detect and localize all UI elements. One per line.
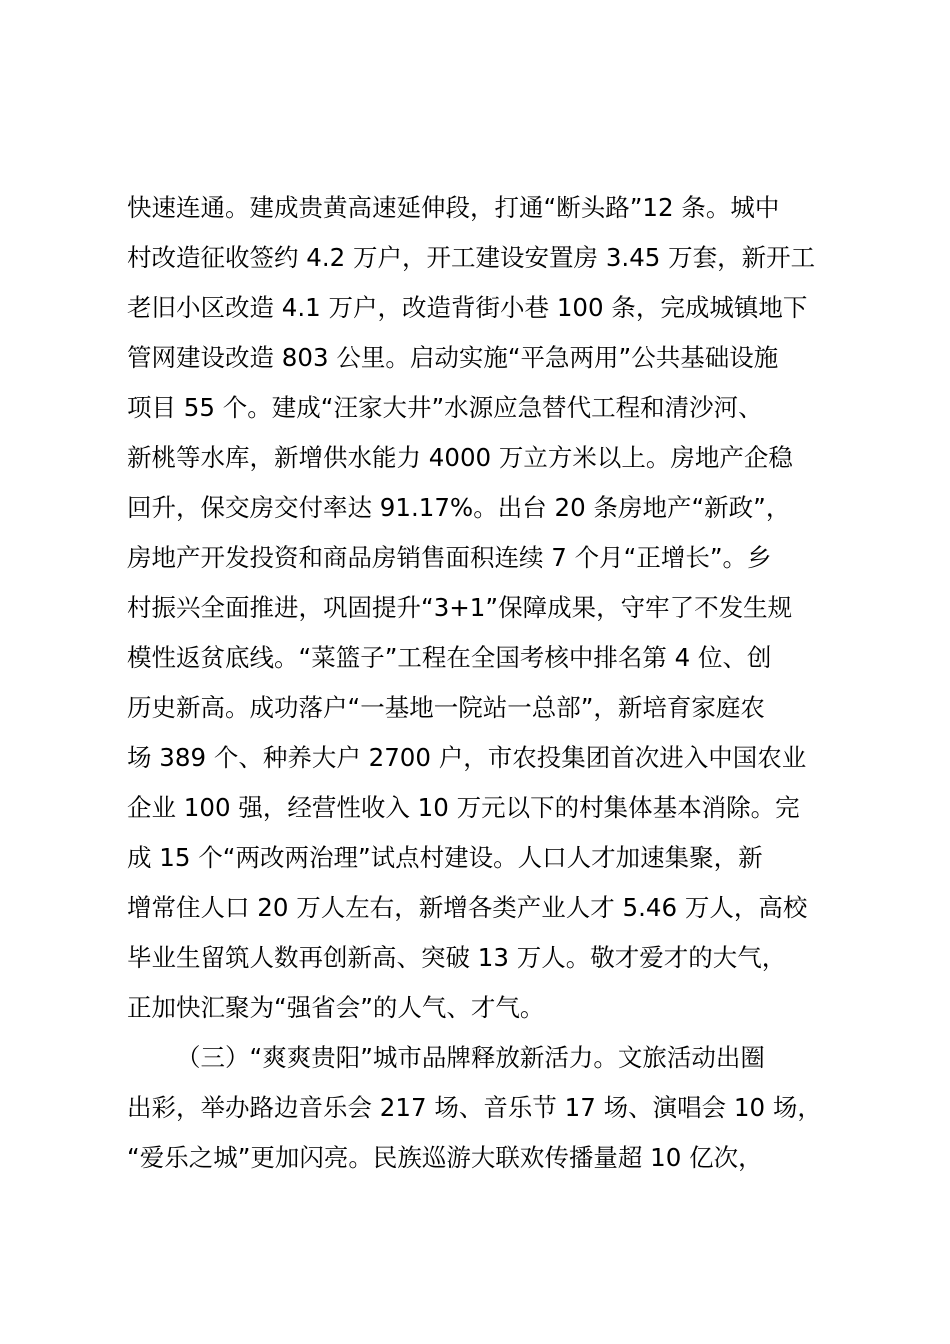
text-line: 村振兴全面推进，巩固提升“3+1”保障成果，守牢了不发生规 bbox=[127, 593, 793, 622]
body-text bbox=[127, 183, 867, 1183]
text-line: 老旧小区改造 4.1 万户，改造背街小巷 100 条，完成城镇地下 bbox=[127, 293, 808, 322]
text-line: 快速连通。建成贵黄高速延伸段，打通“断头路”12 条。城中 bbox=[127, 193, 780, 222]
text-line: 村改造征收签约 4.2 万户，开工建设安置房 3.45 万套，新开工 bbox=[127, 243, 816, 272]
text-line: 正加快汇聚为“强省会”的人气、才气。 bbox=[127, 993, 545, 1022]
text-line: 回升，保交房交付率达 91.17%。出台 20 条房地产“新政”， bbox=[127, 493, 791, 522]
text-line: 项目 55 个。建成“汪家大井”水源应急替代工程和清沙河、 bbox=[127, 393, 763, 422]
text-line: 场 389 个、种养大户 2700 户，市农投集团首次进入中国农业 bbox=[127, 743, 807, 772]
text-line: 房地产开发投资和商品房销售面积连续 7 个月“正增长”。乡 bbox=[127, 543, 772, 572]
text-line: 增常住人口 20 万人左右，新增各类产业人才 5.46 万人，高校 bbox=[127, 893, 808, 922]
text-line: 出彩，举办路边音乐会 217 场、音乐节 17 场、演唱会 10 场， bbox=[127, 1093, 822, 1122]
text-line: 新桃等水库，新增供水能力 4000 万立方米以上。房地产企稳 bbox=[127, 443, 793, 472]
text-line: 管网建设改造 803 公里。启动实施“平急两用”公共基础设施 bbox=[127, 343, 779, 372]
text-line: 模性返贫底线。“菜篮子”工程在全国考核中排名第 4 位、创 bbox=[127, 643, 772, 672]
text-line: 企业 100 强，经营性收入 10 万元以下的村集体基本消除。完 bbox=[127, 793, 800, 822]
text-line: 历史新高。成功落户“一基地一院站一总部”，新培育家庭农 bbox=[127, 693, 765, 722]
text-line: 成 15 个“两改两治理”试点村建设。人口人才加速集聚，新 bbox=[127, 843, 763, 872]
section-heading-line: （三）“爽爽贵阳”城市品牌释放新活力。文旅活动出圈 bbox=[176, 1043, 765, 1072]
text-line: 毕业生留筑人数再创新高、突破 13 万人。敬才爱才的大气， bbox=[127, 943, 787, 972]
text-line: “爱乐之城”更加闪亮。民族巡游大联欢传播量超 10 亿次， bbox=[127, 1143, 763, 1172]
